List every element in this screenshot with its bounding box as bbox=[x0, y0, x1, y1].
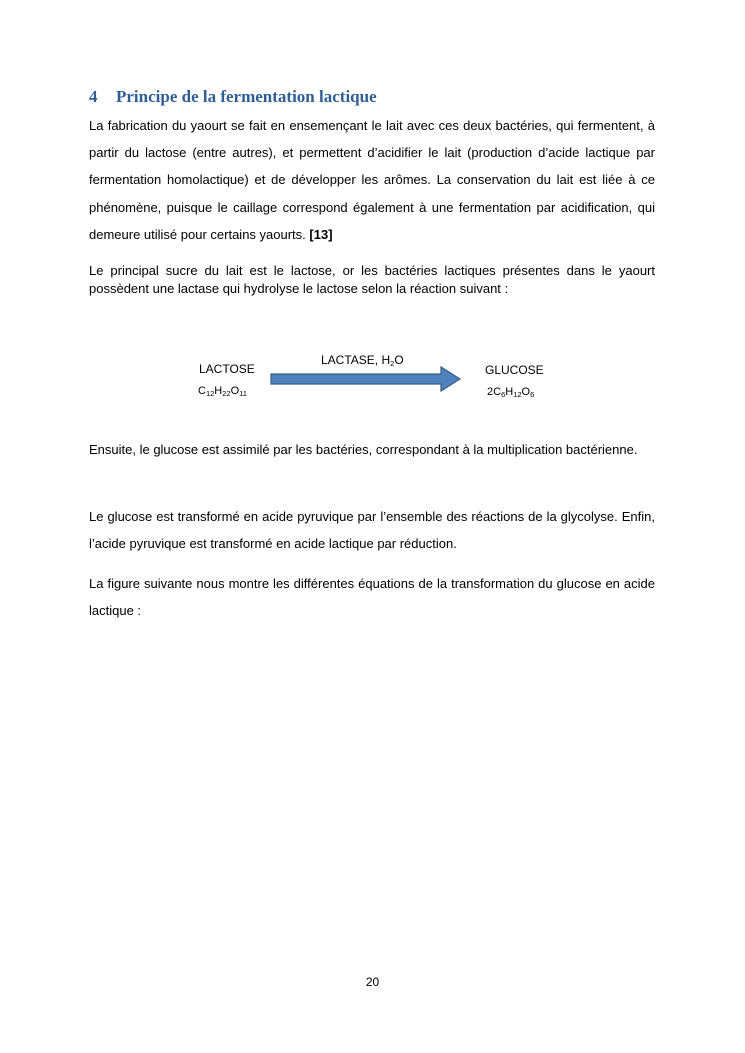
reactant-name: LACTOSE bbox=[199, 362, 255, 376]
paragraph-figure-intro: La figure suivante nous montre les différentes équations de la transformation du glucose en acide lactique : bbox=[89, 576, 655, 619]
paragraph-lactose: Le principal sucre du lait est le lactose, or les bactéries lactiques présentes dans le yaourt possèdent une lactase qui hydrolyse le lactose selon la réaction suivant : bbox=[89, 263, 655, 296]
reactant-formula: $C_{12}H_{22}O_{11}$ bbox=[198, 385, 247, 398]
paragraph-glucose-assimilation: Ensuite, le glucose est assimilé par les bactéries, correspondant à la multiplication bactérienne. bbox=[89, 442, 638, 457]
paragraph-glycolyse: Le glucose est transformé en acide pyruvique par l’ensemble des réactions de la glycolyse. Enfin, l’acide pyruvique est transformé en acide lactique par réduction. bbox=[89, 509, 655, 552]
section-title: Principe de la fermentation lactique bbox=[116, 87, 377, 106]
paragraph-yaourt-fabrication: La fabrication du yaourt se fait en ensemençant le lait avec ces deux bactéries, qui fermentent, à partir du lactose (entre autres), et permettent d’acidifier le lait (production d’acide lactique par fermentation homolactique) et de développer les arômes. La conservation du lait est liée à ce phénomène, puisque le caillage correspond également à une fermentation par acidification, qui demeure utilisé pour certains yaourts. [13] bbox=[89, 118, 655, 242]
section-number: 4 bbox=[89, 87, 98, 106]
enzyme-label: LACTASE, $H_2O$ bbox=[321, 353, 404, 368]
page-number: 20 bbox=[365, 975, 380, 989]
section-heading bbox=[89, 87, 377, 107]
reaction-arrow-icon bbox=[270, 365, 462, 395]
product-name: GLUCOSE bbox=[485, 363, 544, 377]
product-formula: $2C_6H_{12}O_6$ bbox=[487, 386, 535, 399]
citation-reference: [13] bbox=[309, 226, 333, 242]
